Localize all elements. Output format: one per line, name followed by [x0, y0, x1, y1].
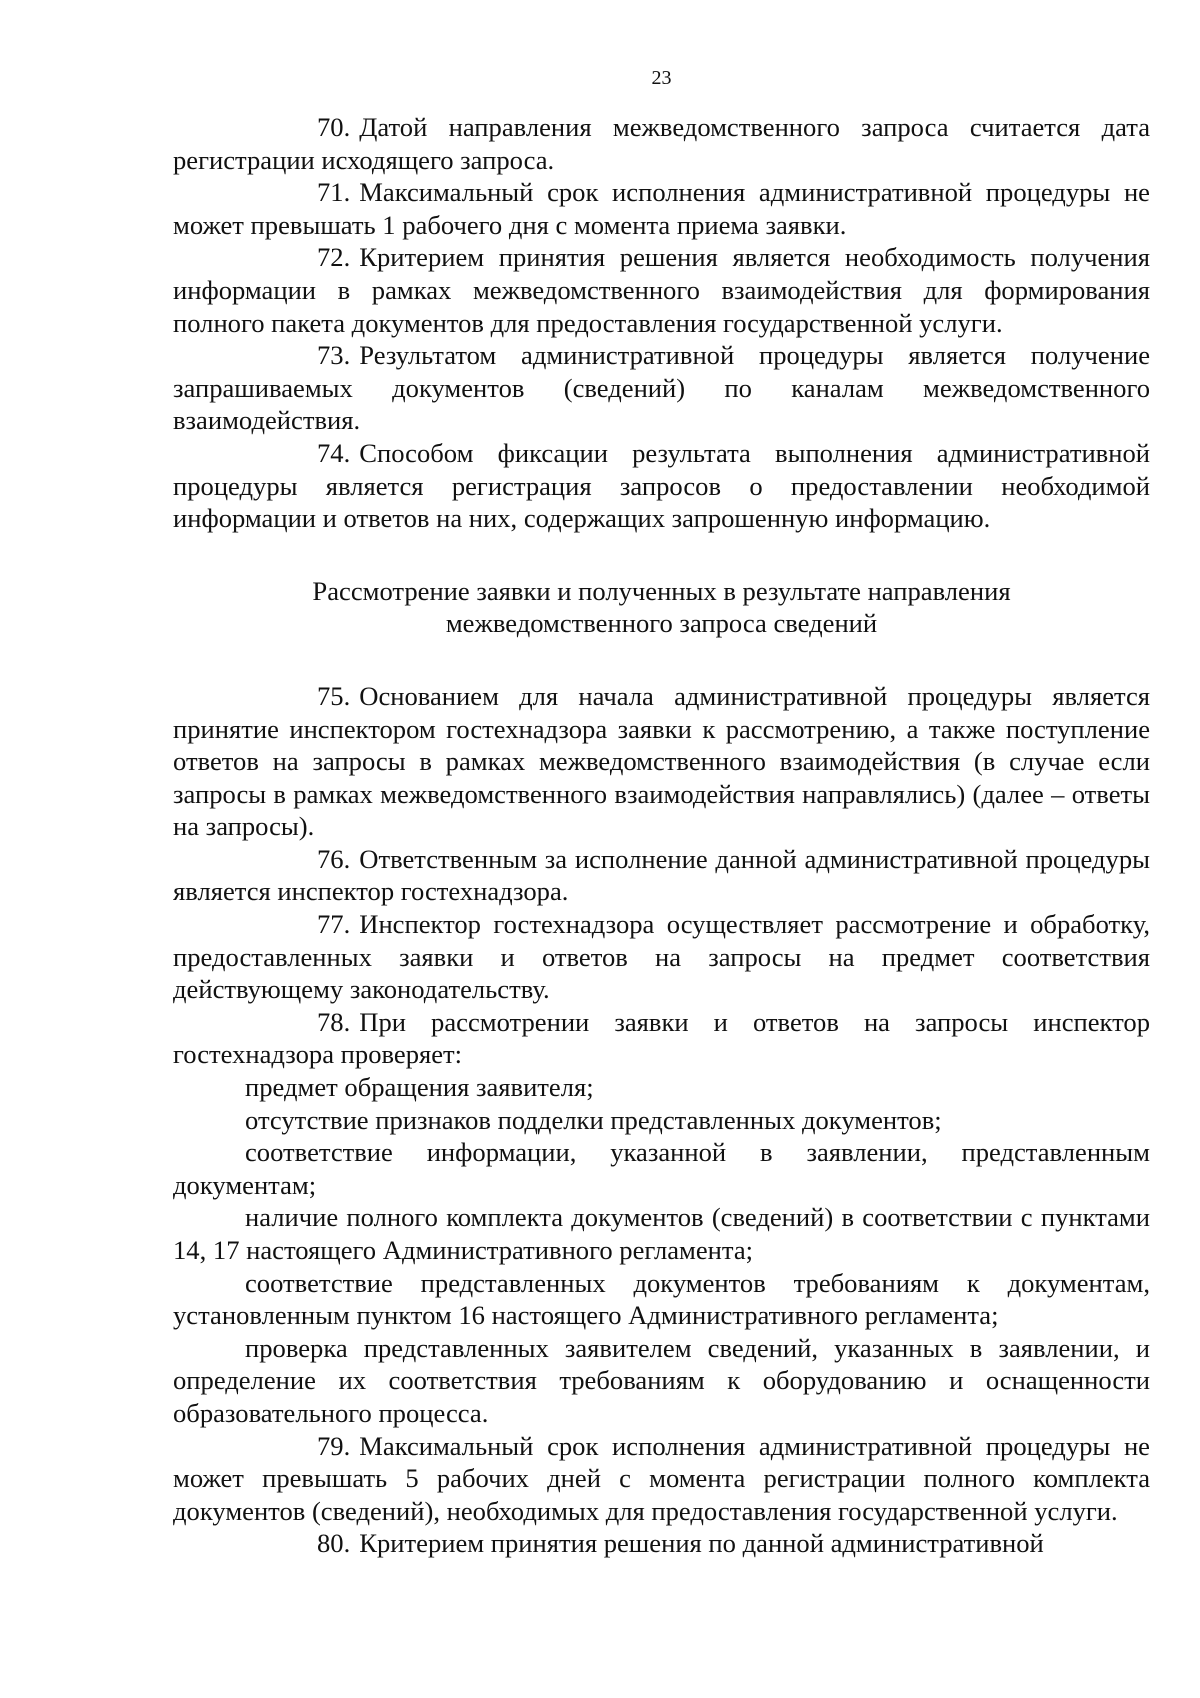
paragraph-77 — [173, 908, 1150, 1006]
list-item-text: предмет обращения заявителя; — [245, 1072, 594, 1103]
paragraph-number: 72. — [317, 242, 351, 273]
paragraph-number: 71. — [317, 177, 351, 208]
document-body — [173, 111, 1150, 1560]
paragraph-74 — [173, 437, 1150, 535]
paragraph-group-before-heading — [173, 111, 1150, 535]
paragraph-text: Критерием принятия решения по данной административной — [359, 1528, 1044, 1559]
paragraph-number: 73. — [317, 340, 351, 371]
paragraph-70 — [173, 111, 1150, 176]
list-item-no-forgery — [173, 1104, 1150, 1137]
list-item-subject — [173, 1071, 1150, 1104]
paragraph-number: 74. — [317, 437, 351, 468]
paragraph-text: Ответственным за исполнение данной административной процедуры является инспектор гостехнадзора. — [173, 843, 1150, 907]
list-item-text: соответствие информации, указанной в заявлении, представленным документам; — [173, 1137, 1150, 1200]
list-item-equipment-check — [173, 1332, 1150, 1430]
paragraph-72 — [173, 241, 1150, 339]
paragraph-71 — [173, 176, 1150, 241]
paragraph-number: 70. — [317, 112, 351, 142]
paragraph-number: 79. — [317, 1430, 351, 1461]
paragraph-text: Максимальный срок исполнения административной процедуры не может превышать 5 рабочих дней с момента регистрации полного комплекта документов (сведений), необходимых для предоставления государственной услуги. — [173, 1430, 1150, 1526]
paragraph-number: 80. — [317, 1528, 351, 1559]
paragraph-number: 75. — [317, 680, 351, 711]
paragraph-76 — [173, 843, 1150, 908]
list-item-requirements-match — [173, 1267, 1150, 1332]
section-heading — [173, 575, 1150, 640]
paragraph-79 — [173, 1430, 1150, 1528]
section-heading-line-2: межведомственного запроса сведений — [445, 608, 878, 639]
paragraph-text: Инспектор гостехнадзора осуществляет рассмотрение и обработку, предоставленных заявки и ответов на запросы на предмет соответствия действующему законодательству. — [173, 909, 1150, 1005]
section-heading-line-1: Рассмотрение заявки и полученных в результате направления — [312, 575, 1011, 606]
paragraph-text: Максимальный срок исполнения административной процедуры не может превышать 1 рабочего дня с момента приема заявки. — [173, 177, 1150, 240]
list-item-text: отсутствие признаков подделки представленных документов; — [245, 1104, 942, 1135]
paragraph-number: 76. — [317, 843, 351, 874]
paragraph-75 — [173, 680, 1150, 843]
paragraph-78 — [173, 1006, 1150, 1071]
paragraph-80 — [173, 1527, 1150, 1560]
list-item-text: проверка представленных заявителем сведений, указанных в заявлении, и определение их соответствия требованиям к оборудованию и оснащенности образовательного процесса. — [173, 1332, 1150, 1428]
paragraph-73 — [173, 339, 1150, 437]
paragraph-number: 78. — [317, 1006, 351, 1037]
list-item-complete-set — [173, 1201, 1150, 1266]
paragraph-number: 77. — [317, 909, 351, 940]
paragraph-text: Способом фиксации результата выполнения административной процедуры является регистрация запросов о предоставлении необходимой информации и ответов на них, содержащих запрошенную информацию. — [173, 437, 1150, 534]
paragraph-group-after-heading — [173, 680, 1150, 1560]
paragraph-text: Основанием для начала административной процедуры является принятие инспектором гостехнадзора заявки к рассмотрению, а также поступление ответов на запросы в рамках межведомственного взаимодействия (в случае если запросы в рамках межведомственного взаимодействия направлялись) (далее – ответы на запросы). — [173, 680, 1150, 842]
list-item-information-match — [173, 1136, 1150, 1201]
list-item-text: наличие полного комплекта документов (сведений) в соответствии с пунктами 14, 17 настоящего Административного регламента; — [173, 1202, 1150, 1265]
list-item-text: соответствие представленных документов требованиям к документам, установленным пунктом 16 настоящего Административного регламента; — [173, 1267, 1150, 1331]
page-number: 23 — [651, 67, 672, 89]
paragraph-text: При рассмотрении заявки и ответов на запросы инспектор гостехнадзора проверяет: — [173, 1006, 1150, 1070]
paragraph-text: Датой направления межведомственного запроса считается дата регистрации исходящего запроса. — [173, 112, 1150, 175]
paragraph-text: Результатом административной процедуры является получение запрашиваемых документов (сведений) по каналам межведомственного взаимодействия. — [173, 340, 1150, 436]
paragraph-text: Критерием принятия решения является необходимость получения информации в рамках межведомственного взаимодействия для формирования полного пакета документов для предоставления государственной услуги. — [173, 242, 1150, 338]
